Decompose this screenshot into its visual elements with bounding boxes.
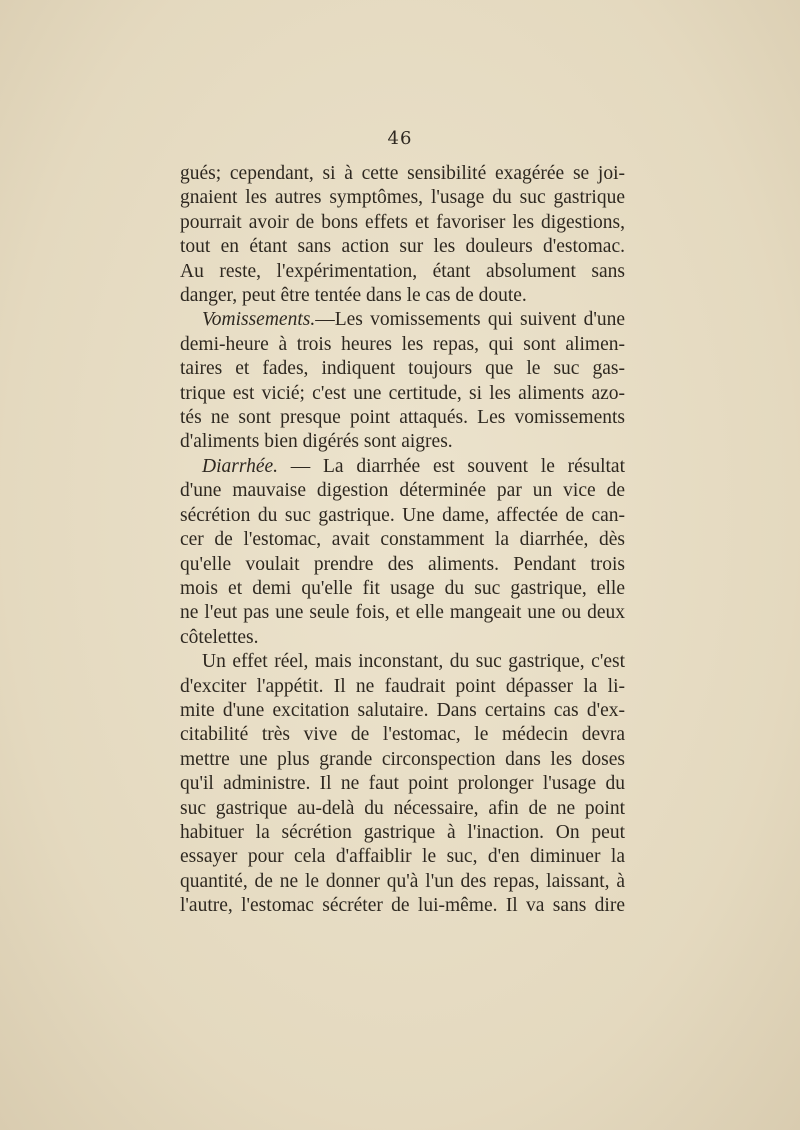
- text-line: d'aliments bien digérés sont aigres.: [180, 431, 453, 453]
- text-line: qu'elle voulait prendre des aliments. Pendant trois: [180, 553, 625, 575]
- text-line: d'une mauvaise digestion déterminée par un vice de: [180, 480, 625, 502]
- text-line: habituer la sécrétion gastrique à l'inaction. On peut: [180, 821, 625, 843]
- text-line: tés ne sont presque point attaqués. Les vomissements: [180, 407, 625, 429]
- text-fragment: Les vomissements qui suivent d'une: [334, 309, 625, 331]
- page-number: 46: [387, 128, 413, 149]
- text-line: suc gastrique au-delà du nécessaire, afin de ne point: [180, 797, 625, 819]
- text-line: [180, 308, 625, 332]
- text-line: mite d'une excitation salutaire. Dans certains cas d'ex-: [180, 699, 625, 721]
- text-line: quantité, de ne le donner qu'à l'un des repas, laissant, à: [180, 870, 625, 892]
- heading-separator: —: [315, 309, 335, 331]
- text-line: cer de l'estomac, avait constamment la diarrhée, dès: [180, 529, 625, 551]
- paragraph-continuation: [180, 162, 625, 308]
- text-line: demi-heure à trois heures les repas, qui sont alimen-: [180, 333, 625, 355]
- text-line: ne l'eut pas une seule fois, et elle mangeait une ou deux: [180, 602, 625, 624]
- text-line: Au reste, l'expérimentation, étant absolument sans: [180, 260, 625, 282]
- text-line: gnaient les autres symptômes, l'usage du suc gastrique: [180, 187, 625, 209]
- text-line: trique est vicié; c'est une certitude, si les aliments azo-: [180, 382, 625, 404]
- text-line: danger, peut être tentée dans le cas de doute.: [180, 285, 527, 307]
- text-line: côtelettes.: [180, 626, 259, 648]
- paragraph-effet: [180, 650, 625, 918]
- text-line: tout en étant sans action sur les douleurs d'estomac.: [180, 236, 625, 258]
- paragraph-vomissements: [180, 308, 625, 454]
- text-line: sécrétion du suc gastrique. Une dame, affectée de can-: [180, 504, 625, 526]
- text-fragment: La diarrhée est souvent le résultat: [323, 455, 625, 477]
- text-line: l'autre, l'estomac sécréter de lui-même. Il va sans dire: [180, 895, 625, 917]
- text-line: taires et fades, indiquent toujours que le suc gas-: [180, 358, 625, 380]
- paragraph-diarrhee: [180, 455, 625, 650]
- text-line: d'exciter l'appétit. Il ne faudrait point dépasser la li-: [180, 675, 625, 697]
- text-line: qu'il administre. Il ne faut point prolonger l'usage du: [180, 773, 625, 795]
- heading-separator: —: [278, 455, 324, 477]
- section-heading-diarrhee: Diarrhée.: [202, 455, 279, 477]
- text-line: Un effet réel, mais inconstant, du suc gastrique, c'est: [202, 651, 625, 673]
- text-line: mettre une plus grande circonspection dans les doses: [180, 748, 625, 770]
- text-line: mois et demi qu'elle fit usage du suc gastrique, elle: [180, 577, 625, 599]
- text-line: gués; cependant, si à cette sensibilité exagérée se joi-: [180, 163, 625, 184]
- text-line: [180, 455, 625, 479]
- text-line: essayer pour cela d'affaiblir le suc, d'en diminuer la: [180, 846, 625, 868]
- section-heading-vomissements: Vomissements.: [202, 309, 316, 331]
- text-line: citabilité très vive de l'estomac, le médecin devra: [180, 724, 625, 746]
- text-line: pourrait avoir de bons effets et favoriser les digestions,: [180, 211, 625, 233]
- body-text: [180, 162, 625, 919]
